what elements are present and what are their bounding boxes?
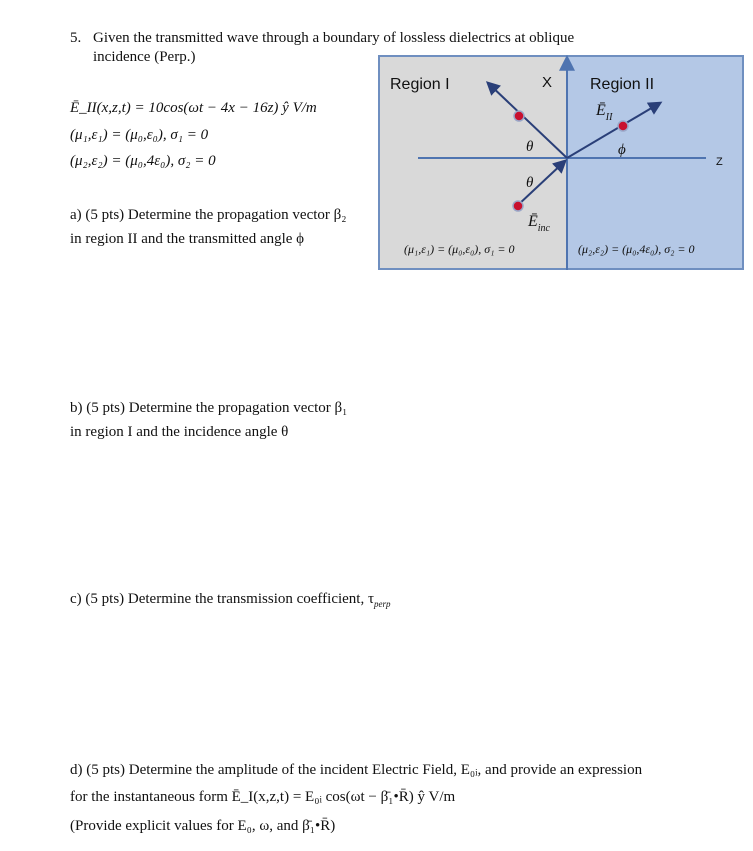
problem-number: 5. [70,30,82,46]
transmitted-field-dot [618,121,628,131]
incident-field-dot [513,201,523,211]
part-d-line1: d) (5 pts) Determine the amplitude of the incident Electric Field, E₀ᵢ, and provide an expression [70,762,643,778]
field-equation: Ē_II(x,z,t) = 10cos(ωt − 4x − 16z) ŷ V/m [70,100,317,116]
part-d-line3: (Provide explicit values for E₀, ω, and β̄₁•R̄) [70,818,336,834]
problem-intro-line2: incidence (Perp.) [93,49,196,65]
part-a-line1: a) (5 pts) Determine the propagation vector β₂ [70,207,347,223]
part-b-line2: in region I and the incidence angle θ [70,424,289,440]
region1-label: Region I [390,76,450,93]
phi-label: ϕ [618,142,626,158]
e-transmitted-symbol: Ē [596,102,606,119]
e-transmitted-subscript: II [605,112,613,123]
e-incident-symbol: Ē [528,213,538,230]
reflected-field-dot [514,111,524,121]
region2-label: Region II [590,76,655,93]
part-c-text: c) (5 pts) Determine the transmission coefficient, τ [70,591,374,607]
region1-params: (μ₁,ε₁) = (μ₀,ε₀), σ₁ = 0 [70,127,209,143]
part-d-line2: for the instantaneous form Ē_I(x,z,t) = E₀ᵢ cos(ωt − β̄₁•R̄) ŷ V/m [70,789,456,805]
region2-params: (μ₂,ε₂) = (μ₀,4ε₀), σ₂ = 0 [70,153,216,169]
part-b-line1: b) (5 pts) Determine the propagation vector β₁ [70,400,348,416]
x-axis-label: X [542,74,553,91]
part-c-subscript: perp [374,599,391,609]
diagram-region1-params: (μ₁,ε₁) = (μ₀,ε₀), σ₁ = 0 [404,242,515,256]
boundary-diagram [378,55,744,270]
part-a-line2: in region II and the transmitted angle ϕ [70,231,305,247]
e-incident-subscript: inc [537,223,550,234]
z-axis-label: Z [716,156,723,168]
part-c [70,589,391,614]
theta-label-upper: θ [526,139,534,155]
diagram-region2-params: (μ₂,ε₂) = (μ₀,4ε₀), σ₂ = 0 [578,242,695,256]
theta-label-lower: θ [526,175,534,191]
problem-intro-line1: Given the transmitted wave through a boundary of lossless dielectrics at oblique [93,30,575,46]
